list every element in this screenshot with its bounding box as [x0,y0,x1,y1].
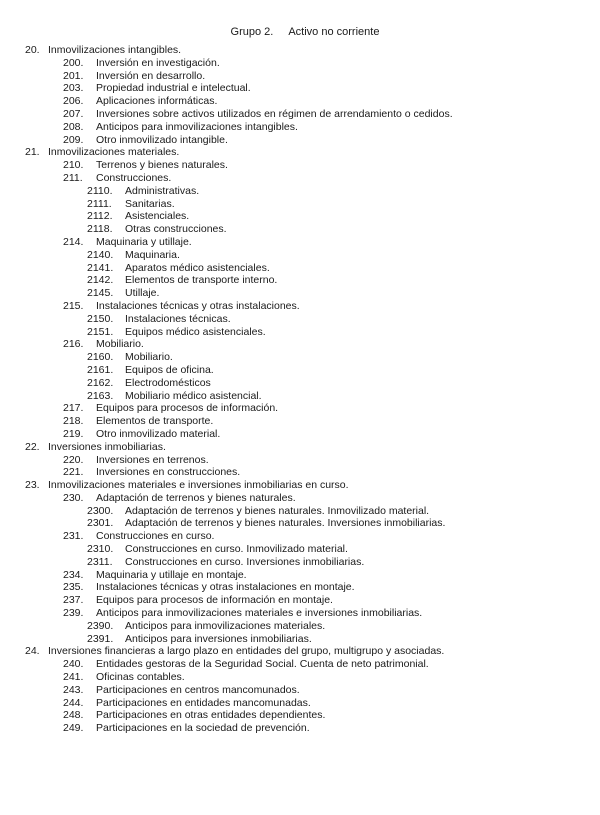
account-label: Inversiones inmobiliarias. [48,440,166,453]
list-item [0,402,600,415]
list-item [0,210,600,223]
account-label: Aplicaciones informáticas. [96,95,218,108]
account-label: Administrativas. [125,184,200,197]
account-code: 214. [63,235,84,248]
list-item [0,556,600,569]
account-label: Anticipos para inversiones inmobiliarias. [125,632,312,645]
account-code: 231. [63,530,84,543]
list-item [0,517,600,530]
account-code: 221. [63,466,84,479]
page-title-group: Grupo 2. [230,26,274,38]
account-label: Construcciones en curso. [96,530,215,543]
list-item [0,95,600,108]
list-item [0,722,600,735]
list-item [0,530,600,543]
page-title [10,26,600,39]
account-label: Adaptación de terrenos y bienes naturales. Inmovilizado material. [125,504,430,517]
list-item [0,390,600,403]
account-code: 215. [63,299,84,312]
account-label: Mobiliario. [125,351,173,364]
account-label: Otro inmovilizado material. [96,427,221,440]
list-item [0,70,600,83]
account-code: 2390. [87,619,114,632]
list-item [0,274,600,287]
account-label: Anticipos para inmovilizaciones materiales. [125,619,326,632]
list-item [0,428,600,441]
account-label: Electrodomésticos [125,376,211,389]
account-code: 201. [63,69,84,82]
account-code: 2112. [87,210,113,223]
account-label: Construcciones en curso. Inversiones inmobiliarias. [125,555,365,568]
account-label: Terrenos y bienes naturales. [96,159,228,172]
account-code: 23. [25,479,40,492]
list-item [0,466,600,479]
account-code: 249. [63,722,84,735]
account-label: Equipos para procesos de información. [96,402,279,415]
list-item [0,671,600,684]
list-item [0,645,600,658]
list-item [0,326,600,339]
list-item [0,108,600,121]
list-item [0,351,600,364]
list-item [0,146,600,159]
account-code: 234. [63,568,84,581]
account-list [0,44,600,735]
account-label: Inmovilizaciones materiales e inversiones inmobiliarias en curso. [48,479,349,492]
account-label: Maquinaria y utillaje. [96,235,192,248]
account-label: Elementos de transporte interno. [125,274,278,287]
account-label: Participaciones en otras entidades dependientes. [96,709,326,722]
account-label: Mobiliario. [96,338,144,351]
account-label: Equipos médico asistenciales. [125,325,266,338]
account-label: Anticipos para inmovilizaciones materiales e inversiones inmobiliarias. [96,607,423,620]
list-item [0,198,600,211]
list-item [0,44,600,57]
account-label: Inversiones financieras a largo plazo en entidades del grupo, multigrupo y asociadas. [48,645,445,658]
list-item [0,684,600,697]
account-code: 20. [25,44,40,56]
account-code: 2141. [87,261,114,274]
list-item [0,364,600,377]
account-code: 2110. [87,184,113,197]
list-item [0,658,600,671]
list-item [0,287,600,300]
page-title-name: Activo no corriente [288,26,380,38]
account-label: Instalaciones técnicas y otras instalaciones. [96,299,300,312]
account-code: 219. [63,427,84,440]
account-code: 210. [63,159,84,172]
account-label: Maquinaria y utillaje en montaje. [96,568,247,581]
account-label: Inmovilizaciones materiales. [48,146,180,159]
account-label: Utillaje. [125,287,160,300]
account-code: 218. [63,415,84,428]
list-item [0,223,600,236]
list-item [0,633,600,646]
account-label: Instalaciones técnicas y otras instalaciones en montaje. [96,581,355,594]
account-code: 240. [63,658,84,671]
list-item [0,697,600,710]
account-label: Inversión en desarrollo. [96,69,206,82]
account-code: 2160. [87,351,114,364]
list-item [0,249,600,262]
list-item [0,82,600,95]
account-code: 217. [63,402,84,415]
account-code: 206. [63,95,84,108]
account-label: Otras construcciones. [125,223,227,236]
account-code: 216. [63,338,84,351]
account-label: Adaptación de terrenos y bienes naturales. Inversiones inmobiliarias. [125,517,446,530]
account-code: 2163. [87,389,114,402]
list-item [0,620,600,633]
account-label: Equipos para procesos de información en montaje. [96,594,333,607]
account-code: 237. [63,594,84,607]
account-code: 2140. [87,248,114,261]
list-item [0,454,600,467]
list-item [0,172,600,185]
account-code: 2111. [87,197,112,210]
account-code: 24. [25,645,40,658]
account-label: Anticipos para inmovilizaciones intangibles. [96,120,298,133]
account-label: Adaptación de terrenos y bienes naturales. [96,491,296,504]
list-item [0,479,600,492]
account-label: Asistenciales. [125,210,190,223]
account-code: 220. [63,453,84,466]
list-item [0,581,600,594]
list-item [0,594,600,607]
account-label: Sanitarias. [125,197,175,210]
account-code: 241. [63,671,84,684]
account-code: 2311. [87,555,113,568]
list-item [0,313,600,326]
account-code: 200. [63,56,84,69]
account-code: 209. [63,133,84,146]
account-code: 211. [63,171,83,184]
account-label: Inversiones en terrenos. [96,453,209,466]
account-label: Inmovilizaciones intangibles. [48,44,182,56]
list-item [0,377,600,390]
list-item [0,415,600,428]
account-code: 2150. [87,312,114,325]
account-label: Participaciones en la sociedad de prevención. [96,722,310,735]
account-code: 2151. [87,325,114,338]
account-label: Construcciones. [96,171,172,184]
account-code: 248. [63,709,84,722]
account-code: 2142. [87,274,114,287]
account-code: 2162. [87,376,114,389]
list-item [0,709,600,722]
account-label: Inversiones en construcciones. [96,466,241,479]
account-label: Construcciones en curso. Inmovilizado material. [125,543,348,556]
list-item [0,492,600,505]
list-item [0,607,600,620]
account-label: Instalaciones técnicas. [125,312,231,325]
list-item [0,543,600,556]
account-code: 22. [25,440,40,453]
account-label: Otro inmovilizado intangible. [96,133,228,146]
account-label: Propiedad industrial e intelectual. [96,82,251,95]
account-label: Inversiones sobre activos utilizados en régimen de arrendamiento o cedidos. [96,107,453,120]
list-item [0,262,600,275]
account-code: 2300. [87,504,114,517]
account-code: 208. [63,120,84,133]
account-code: 243. [63,683,84,696]
account-label: Maquinaria. [125,248,180,261]
account-code: 2310. [87,543,114,556]
account-code: 2161. [87,363,114,376]
account-code: 203. [63,82,84,95]
account-label: Mobiliario médico asistencial. [125,389,262,402]
account-label: Equipos de oficina. [125,363,214,376]
account-label: Inversión en investigación. [96,56,220,69]
list-item [0,185,600,198]
list-item [0,505,600,518]
list-item [0,441,600,454]
list-item [0,236,600,249]
account-code: 2145. [87,287,114,300]
account-code: 235. [63,581,84,594]
account-code: 239. [63,607,84,620]
account-code: 207. [63,107,84,120]
list-item [0,338,600,351]
list-item [0,159,600,172]
account-label: Aparatos médico asistenciales. [125,261,270,274]
account-code: 2391. [87,632,114,645]
account-code: 2301. [87,517,114,530]
account-label: Oficinas contables. [96,671,185,684]
list-item [0,121,600,134]
list-item [0,57,600,70]
account-label: Entidades gestoras de la Seguridad Social. Cuenta de neto patrimonial. [96,658,429,671]
list-item [0,134,600,147]
list-item [0,569,600,582]
account-label: Participaciones en entidades mancomunadas. [96,696,311,709]
list-item [0,300,600,313]
account-label: Elementos de transporte. [96,415,214,428]
account-code: 244. [63,696,84,709]
account-code: 230. [63,491,84,504]
account-label: Participaciones en centros mancomunados. [96,683,300,696]
account-code: 2118. [87,223,113,236]
account-code: 21. [25,146,40,159]
